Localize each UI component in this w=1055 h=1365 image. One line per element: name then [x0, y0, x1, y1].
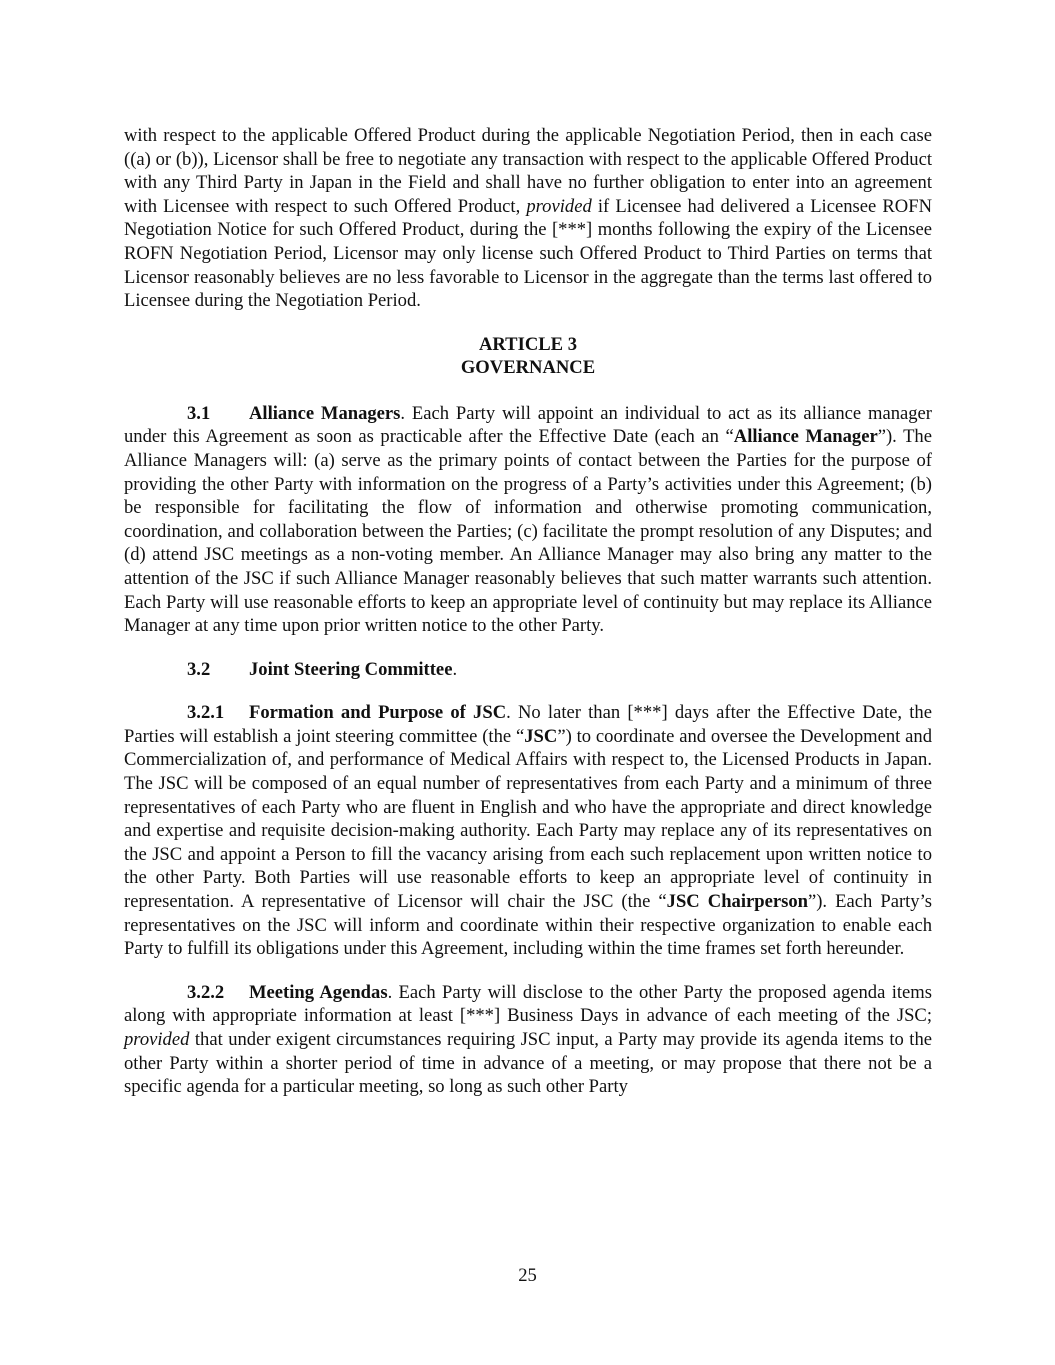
text-run: ”) to coordinate and oversee the Development and Commercialization of, and performance of Medical Affairs with respect to, the Licensed Products in Japan. The JSC will be composed of an equal number of representatives from each Party and a minimum of three representatives of each Party who are fluent in English and who have the appropriate and direct knowledge and expertise and requisite decision-making authority. Each Party may replace any of its representatives on the JSC and appoint a Person to fill the vacancy arising from each such replacement upon written notice to the other Party. Both Parties will use reasonable efforts to keep an appropriate level of continuity in representation. A representative of Licensor will chair the JSC (the “	[124, 725, 932, 913]
paragraph-continuation	[124, 124, 932, 313]
defined-term: JSC Chairperson	[666, 891, 808, 913]
text-run: . Each Party will disclose to the other Party the proposed agenda items along with appropriate information at least [***] Business Days in advance of each meeting of the JSC;	[124, 981, 932, 1027]
section-title: Formation and Purpose of JSC	[249, 702, 507, 724]
text-run: ”). The Alliance Managers will: (a) serve as the primary points of contact between the Parties for the purpose of providing the other Party with information on the progress of a Party’s activities under this Agreement; (b) be responsible for facilitating the flow of information and otherwise promoting communication, coordination, and collaboration between the Parties; (c) facilitate the prompt resolution of any Disputes; and (d) attend JSC meetings as a non-voting member. An Alliance Manager may also bring any matter to the attention of the JSC if such Alliance Manager reasonably believes that such matter warrants such attention. Each Party will use reasonable efforts to keep an appropriate level of continuity but may replace its Alliance Manager at any time upon prior written notice to the other Party.	[124, 426, 932, 637]
text-run: ”). Each Party’s representatives on the JSC will inform and coordinate within their respective organization to enable each Party to fulfill its obligations under this Agreement, including within the time frames set forth hereunder.	[124, 891, 932, 960]
section-number: 3.2.2	[187, 981, 225, 1003]
text-run: if Licensee had delivered a Licensee ROFN Negotiation Notice for such Offered Product, during the [***] months following the expiry of the Licensee ROFN Negotiation Period, Licensor may only license such Offered Product to Third Parties on terms that Licensor reasonably believes are no less favorable to Licensor in the aggregate than the terms last offered to Licensee during the Negotiation Period.	[124, 195, 932, 312]
text-run: with respect to the applicable Offered Product during the applicable Negotiation Period, then in each case ((a) or (b)), Licensor shall be free to negotiate any transaction with respect to the applicable Offered Product with any Third Party in Japan in the Field and shall have no further obligation to enter into an agreement with Licensee with respect to such Offered Product,	[124, 125, 932, 217]
section-3-2	[124, 658, 932, 682]
section-title: Meeting Agendas	[249, 981, 388, 1003]
section-number: 3.1	[187, 402, 211, 424]
text-run: that under exigent circumstances requiring JSC input, a Party may provide its agenda items to the other Party within a shorter period of time in advance of a meeting, or may propose that there not be a specific agenda for a particular meeting, so long as such other Party	[124, 1029, 932, 1098]
text-run: . Each Party will appoint an individual to act as its alliance manager under this Agreement as soon as practicable after the Effective Date (each an “	[124, 402, 932, 448]
defined-term: JSC	[524, 725, 558, 747]
text-run: .	[452, 658, 458, 680]
provided-term: provided	[526, 195, 592, 217]
document-page	[124, 124, 932, 1099]
section-title: Alliance Managers	[249, 402, 401, 424]
text-run: . No later than [***] days after the Effective Date, the Parties will establish a joint steering committee (the “	[124, 702, 932, 747]
page-number: 25	[518, 1265, 537, 1286]
section-3-2-1	[124, 701, 932, 961]
section-title: Joint Steering Committee	[249, 658, 453, 680]
article-title: GOVERNANCE	[460, 356, 596, 378]
article-number: ARTICLE 3	[478, 333, 578, 355]
section-3-1	[124, 402, 932, 638]
provided-term: provided	[124, 1029, 190, 1050]
section-number: 3.2	[187, 658, 211, 680]
section-3-2-2	[124, 981, 932, 1099]
defined-term: Alliance Manager	[733, 426, 878, 448]
section-number: 3.2.1	[187, 702, 225, 724]
